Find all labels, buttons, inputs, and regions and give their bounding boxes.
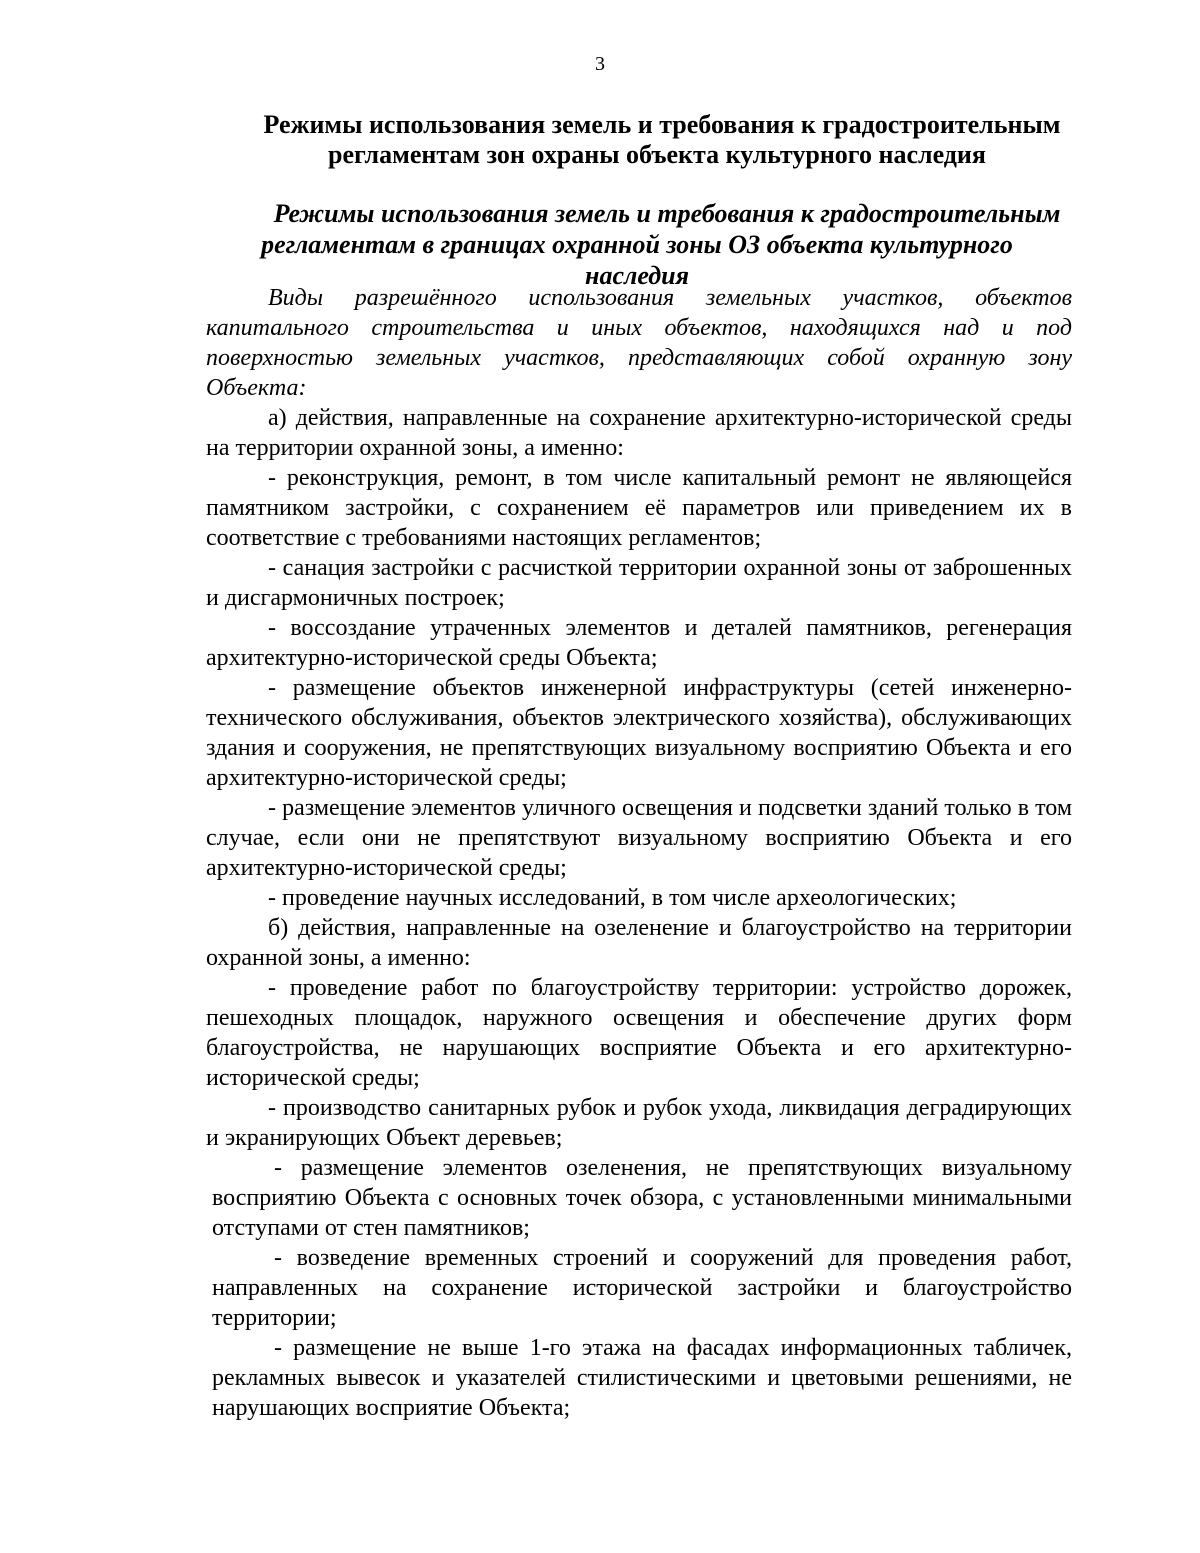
list-item-a: а) действия, направленные на сохранение архитектурно-исторической среды на территории охранной зоны, а именно: (206, 405, 1072, 461)
list-item-a-4: - размещение объектов инженерной инфраструктуры (сетей инженерно-технического обслуживания, объектов электрического хозяйства), обслуживающих здания и сооружения, не препятствующих визуальному восприятию Объекта и его архитектурно-исторической среды; (206, 675, 1072, 791)
subsection-heading-line-1: Режимы использования земель и требования к градостроительным (273, 199, 1061, 228)
list-item-b-3: - размещение элементов озеленения, не препятствующих визуальному восприятию Объекта с основных точек обзора, с установленными минимальными отступами от стен памятников; (212, 1155, 1072, 1241)
section-heading (206, 110, 1068, 170)
subsection-heading (206, 198, 1068, 291)
list-item-a-3: - воссоздание утраченных элементов и деталей памятников, регенерация архитектурно-исторической среды Объекта; (206, 615, 1072, 671)
list-item-a-6: - проведение научных исследований, в том числе археологических; (268, 885, 957, 911)
list-item-b-4: - возведение временных строений и сооружений для проведения работ, направленных на сохранение исторической застройки и благоустройство территории; (212, 1245, 1072, 1331)
list-item-b-5: - размещение не выше 1-го этажа на фасадах информационных табличек, рекламных вывесок и указателей стилистическими и цветовыми решениями, не нарушающих восприятие Объекта; (212, 1335, 1072, 1421)
section-heading-line-2: регламентам зон охраны объекта культурного наследия (328, 140, 986, 169)
list-item-b-1: - проведение работ по благоустройству территории: устройство дорожек, пешеходных площадок, наружного освещения и обеспечение других форм благоустройства, не нарушающих восприятие Объекта и его архитектурно-исторической среды; (206, 975, 1072, 1091)
intro-paragraph: Виды разрешённого использования земельных участков, объектов капитального строительства и иных объектов, находящихся над и под поверхностью земельных участков, представляющих собой охранную зону Объекта: (206, 285, 1072, 401)
list-item-a-1: - реконструкция, ремонт, в том числе капитальный ремонт не являющейся памятником застройки, с сохранением её параметров или приведением их в соответствие с требованиями настоящих регламентов; (206, 465, 1072, 551)
document-body (206, 283, 1072, 1423)
section-heading-line-1: Режимы использования земель и требования к градостроительным (263, 110, 1061, 139)
page-number: 3 (595, 53, 605, 75)
subsection-heading-line-2: регламентам в границах охранной зоны ОЗ объекта культурного наследия (261, 230, 1013, 290)
list-item-a-2: - санация застройки с расчисткой территории охранной зоны от заброшенных и дисгармоничных построек; (206, 555, 1072, 611)
list-item-b-2: - производство санитарных рубок и рубок ухода, ликвидация деградирующих и экранирующих Объект деревьев; (206, 1095, 1072, 1151)
list-item-a-5: - размещение элементов уличного освещения и подсветки зданий только в том случае, если они не препятствуют визуальному восприятию Объекта и его архитектурно-исторической среды; (206, 795, 1072, 881)
list-item-b: б) действия, направленные на озеленение и благоустройство на территории охранной зоны, а именно: (206, 915, 1072, 971)
